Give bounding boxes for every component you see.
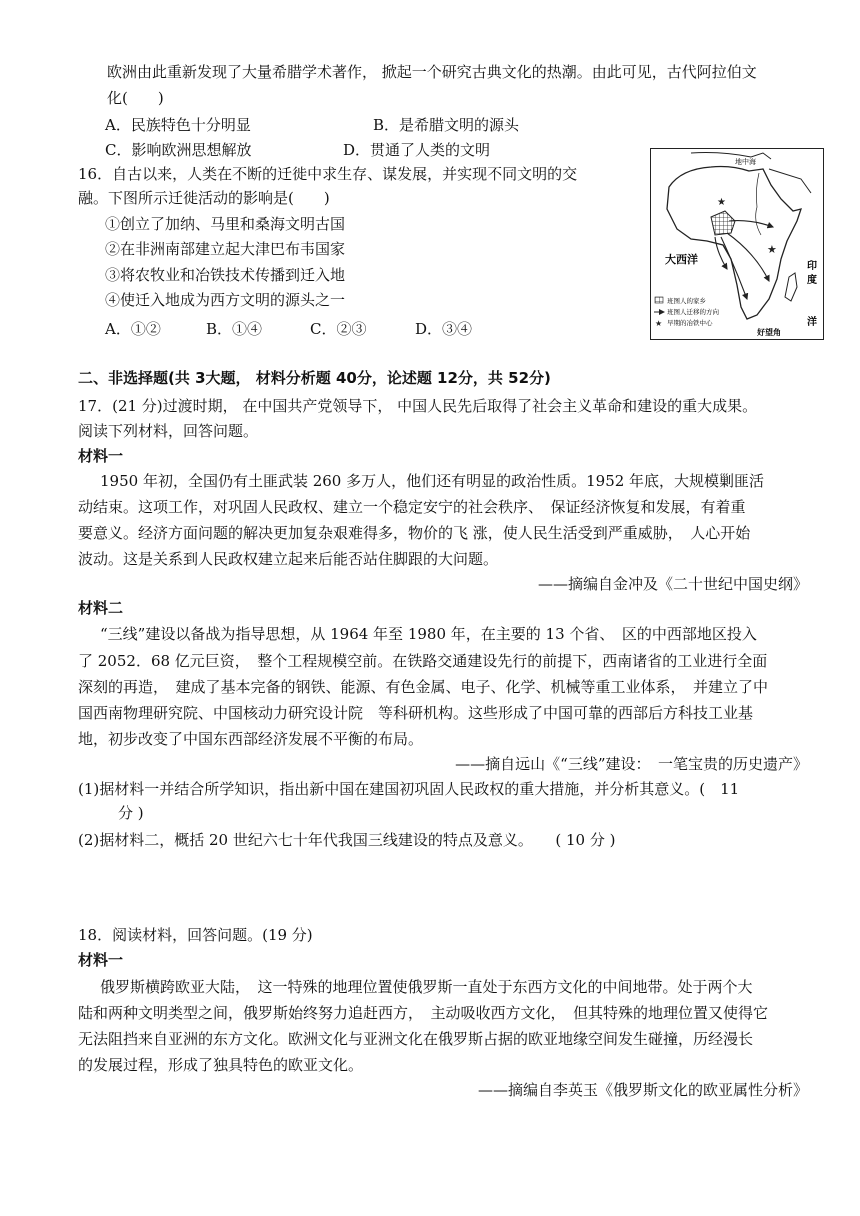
q15-option-d[interactable]: D．贯通了人类的文明 <box>343 141 491 159</box>
q17-material2-line4: 国西南物理研究院、中国核动力研究设计院 等科研机构。这些形成了中国可靠的西部后方科技工业基 <box>78 704 754 722</box>
map-label-indian-1: 印 <box>807 261 817 272</box>
q16-item-2: ②在非洲南部建立起大津巴布韦国家 <box>105 240 346 258</box>
iron-center-star: ★ <box>717 197 726 208</box>
q17-question-1: (1)据材料一并结合所学知识，指出新中国在建国初巩固人民政权的重大措施，并分析其意义。( 11 <box>78 780 740 798</box>
q18-material1-title: 材料一 <box>78 951 124 969</box>
q17-material1-line3: 要意义。经济方面问题的解决更加复杂艰难得多，物价的飞 涨，使人民生活受到严重威胁， 人心开始 <box>78 524 751 542</box>
q17-material2-title: 材料二 <box>78 599 124 617</box>
q17-material2-line2: 了 2052．68 亿元巨资， 整个工程规模空前。在铁路交通建设先行的前提下，西南诸省的工业进行全面 <box>78 652 768 670</box>
q17-material2-source: ——摘自远山《“三线”建设： 一笔宝贵的历史遗产》 <box>455 755 808 773</box>
q17-question-1-cont: 分 ) <box>118 804 144 822</box>
q16-item-3: ③将农牧业和冶铁技术传播到迁入地 <box>105 266 346 284</box>
q15-stem-line1: 欧洲由此重新发现了大量希腊学术著作， 掀起一个研究古典文化的热潮。由此可见，古代阿拉伯文 <box>107 63 757 81</box>
q15-stem-line2: 化( ) <box>107 89 164 107</box>
europe-coast <box>691 153 771 160</box>
map-label-cape: 好望角 <box>757 328 781 337</box>
q17-material1-line1: 1950 年初，全国仍有土匪武装 260 多万人，他们还有明显的政治性质。1952 年底，大规模剿匪活 <box>100 472 765 490</box>
q17-material1-title: 材料一 <box>78 447 124 465</box>
q17-material1-line4: 波动。这是关系到人民政权建立起来后能否站住脚跟的大问题。 <box>78 550 499 568</box>
q16-option-b[interactable]: B．①④ <box>206 320 263 338</box>
svg-text:★: ★ <box>655 319 663 328</box>
map-legend-iron: 早期的冶铁中心 <box>667 319 713 327</box>
q18-material1-line4: 的发展过程，形成了独具特色的欧亚文化。 <box>78 1056 364 1074</box>
q17-material2-line5: 地，初步改变了中国东西部经济发展不平衡的布局。 <box>78 730 424 748</box>
map-legend-direction: 班图人迁移的方向 <box>667 308 719 316</box>
map-label-mediterranean: 地中海 <box>735 158 756 166</box>
q17-material2-line1: “三线”建设以备战为指导思想，从 1964 年至 1980 年，在主要的 13 个省、 区的中西部地区投入 <box>100 625 757 643</box>
iron-center-star: ★ <box>767 243 777 256</box>
q17-question-2: (2)据材料二，概括 20 世纪六七十年代我国三线建设的特点及意义。 ( 10 分 ) <box>78 831 616 849</box>
q18-stem: 18．阅读材料，回答问题。(19 分) <box>78 926 313 944</box>
map-legend-homeland: 班图人的家乡 <box>667 297 706 305</box>
q16-item-1: ①创立了加纳、马里和桑海文明古国 <box>105 215 346 233</box>
q17-material1-line2: 动结束。这项工作，对巩固人民政权、建立一个稳定安宁的社会秩序、 保证经济恢复和发展，有着重 <box>78 498 746 516</box>
q18-material1-line2: 陆和两种文明类型之间，俄罗斯始终努力追赶西方， 主动吸收西方文化， 但其特殊的地理位置又使得它 <box>78 1004 769 1022</box>
q15-option-a[interactable]: A．民族特色十分明显 <box>105 116 251 134</box>
bantu-migration-map <box>650 148 824 340</box>
q17-stem-line2: 阅读下列材料，回答问题。 <box>78 422 259 440</box>
map-label-atlantic: 大西洋 <box>665 253 698 266</box>
q17-stem-line1: 17．(21 分)过渡时期， 在中国共产党领导下， 中国人民先后取得了社会主义革命和建设的重大成果。 <box>78 397 758 415</box>
q16-stem-line2: 融。下图所示迁徙活动的影响是( ) <box>78 189 330 207</box>
map-label-indian-2: 度 <box>807 275 817 286</box>
madagascar-outline <box>785 273 797 301</box>
q16-option-d[interactable]: D．③④ <box>415 320 473 338</box>
section-title: 二、非选择题(共 3大题， 材料分析题 40分，论述题 12分，共 52分) <box>78 369 551 387</box>
q18-material1-line1: 俄罗斯横跨欧亚大陆， 这一特殊的地理位置使俄罗斯一直处于东西方文化的中间地带。处于两个大 <box>100 978 753 996</box>
q16-option-c[interactable]: C．②③ <box>310 320 367 338</box>
q17-material2-line3: 深刻的再造， 建成了基本完备的钢铁、能源、有色金属、电子、化学、机械等重工业体系， 并建立了中 <box>78 678 769 696</box>
arabia-coast <box>769 169 811 193</box>
q18-material1-line3: 无法阻挡来自亚洲的东方文化。欧洲文化与亚洲文化在俄罗斯占据的欧亚地缘空间发生碰撞，历经漫长 <box>78 1030 754 1048</box>
q16-item-4: ④使迁入地成为西方文明的源头之一 <box>105 291 346 309</box>
q18-material1-source: ——摘编自李英玉《俄罗斯文化的欧亚属性分析》 <box>477 1081 808 1099</box>
map-label-indian-3: 洋 <box>807 317 817 328</box>
q16-stem-line1: 16．自古以来，人类在不断的迁徙中求生存、谋发展，并实现不同文明的交 <box>78 165 578 183</box>
q17-material1-source: ——摘编自金冲及《二十世纪中国史纲》 <box>537 575 808 593</box>
q16-option-a[interactable]: A．①② <box>105 320 161 338</box>
q15-option-c[interactable]: C．影响欧洲思想解放 <box>105 141 252 159</box>
q15-option-b[interactable]: B．是希腊文明的源头 <box>373 116 520 134</box>
